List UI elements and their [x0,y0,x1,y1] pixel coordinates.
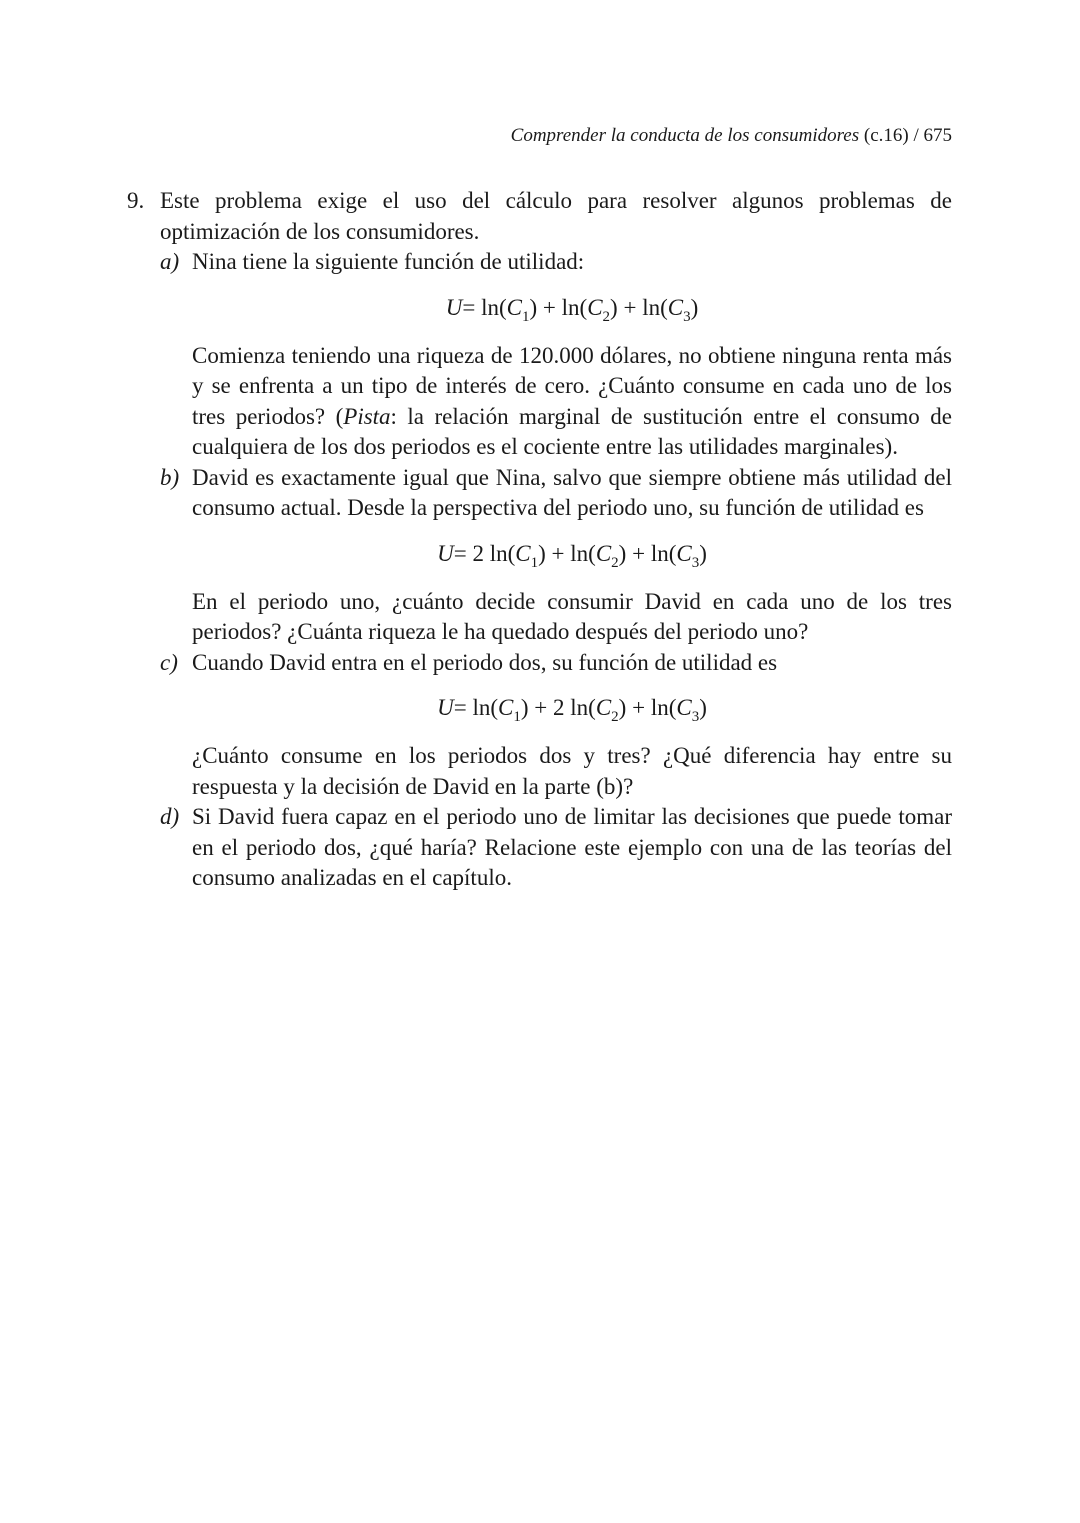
problem-9 [127,186,952,894]
part-b-question: En el periodo uno, ¿cuánto decide consumir David en cada uno de los tres periodos? ¿Cuánta riqueza le ha quedado después del periodo uno? [192,588,952,644]
part-b-text: David es exactamente igual que Nina, salvo que siempre obtiene más utilidad del consumo actual. Desde la perspectiva del periodo uno, su función de utilidad es [192,464,952,520]
part-label-b: b) [160,464,180,490]
part-b [160,463,952,648]
part-d [160,802,952,894]
eq-a-op: = [462,294,482,320]
problem-intro: Este problema exige el uso del cálculo para resolver algunos problemas de optimización de los consumidores. [160,188,952,244]
equation-c: $U= \ln(C_1) + 2$ $\ln(C_2) + \ln(C_3)$ [437,695,707,725]
part-a [160,247,952,463]
eq-a-lhs: U [445,294,463,320]
eq-b-lhs: U [437,540,454,566]
header-separator: / [913,125,919,146]
running-title: Comprender la conducta de los consumidores [510,125,860,146]
part-label-d: d) [160,804,180,829]
equation-a: $U= \ln(C_1) + \ln(C_2) + \ln(C_3)$ [445,294,699,325]
page-body [127,186,952,894]
running-head [511,124,952,148]
part-label-c: c) [160,649,178,675]
part-label-a: a) [160,249,180,274]
part-c [160,648,952,803]
part-d-text: Si David fuera capaz en el periodo uno de limitar las decisiones que puede tomar en el periodo dos, ¿qué haría? Relacione este ejemplo con una de las teorías del consumo analizadas en el capítulo. [192,804,952,890]
part-c-text: Cuando David entra en el periodo dos, su función de utilidad es [192,649,778,675]
equation-b: U= 2 $\ln(C_1) + \ln(C_2) + \ln(C_3)$ [437,540,707,571]
page-number: 675 [923,125,952,146]
problem-number: 9. [127,188,145,213]
hint-label: Pista [343,403,391,429]
part-c-question: ¿Cuánto consume en los periodos dos y tres? ¿Qué diferencia hay entre su respuesta y la decisión de David en la parte (b)? [192,743,952,799]
part-a-text: Nina tiene la siguiente función de utilidad: [192,249,585,274]
part-a-question: Comienza teniendo una riqueza de 120.000 dólares, no obtiene ninguna renta más y se enfrenta a un tipo de interés de cero. ¿Cuánto consume en cada uno de los tres periodos? (Pista: la relación marginal de sustitución entre el consumo de cualquiera de los dos periodos es el cociente entre las utilidades marginales). [192,342,952,459]
eq-c-lhs: U [437,695,454,720]
chapter-ref: (c.16) [863,125,909,146]
